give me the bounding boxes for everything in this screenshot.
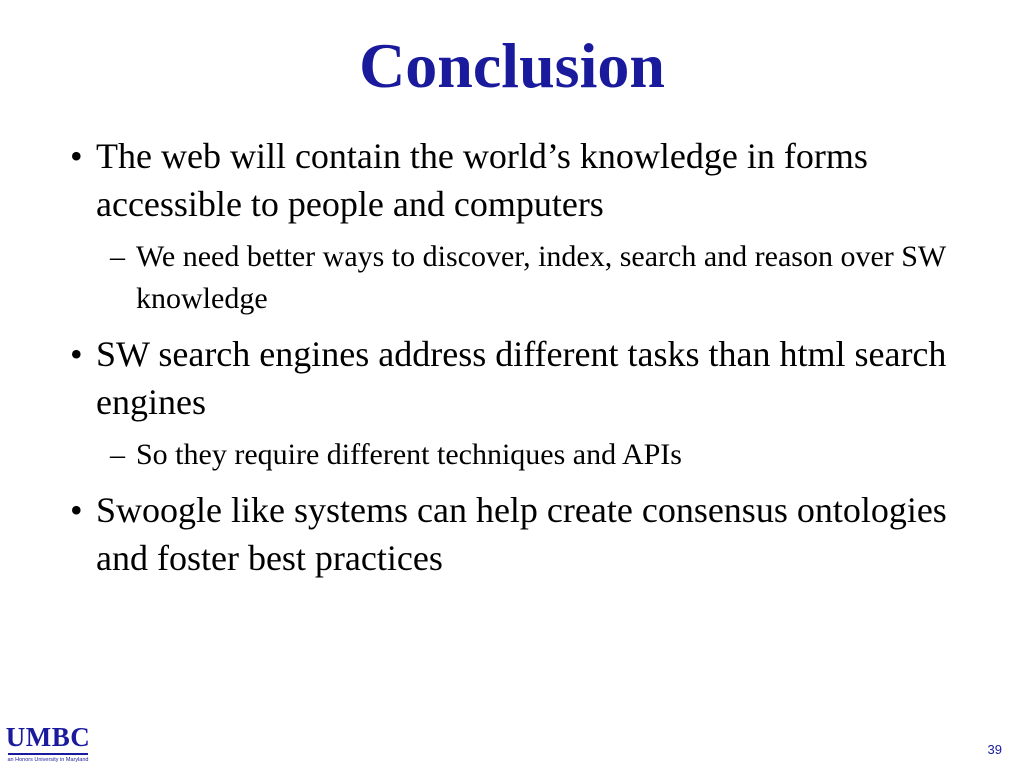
bullet-icon: • [70,490,83,530]
sub-bullet-item [70,236,970,320]
bullet-icon: • [70,136,83,176]
logo-divider [8,753,88,755]
dash-icon: – [110,438,125,471]
logo-text: UMBC [5,722,91,752]
bullet-icon: • [70,334,83,374]
dash-icon: – [110,240,125,273]
slide-title: Conclusion [359,30,665,101]
bullet-text: Swoogle like systems can help create consensus ontologies and foster best practices [96,490,947,578]
umbc-logo [4,722,92,764]
bullet-text: SW search engines address different tasks than html search engines [96,334,947,422]
sub-bullet-item [70,434,970,476]
sub-bullet-text: So they require different techniques and APIs [136,438,682,471]
slide-content [70,132,970,590]
bullet-item [70,132,970,228]
page-number: 39 [987,742,1002,757]
bullet-item [70,330,970,426]
bullet-item [70,486,970,582]
bullet-text: The web will contain the world’s knowledge in forms accessible to people and computers [96,136,868,224]
sub-bullet-text: We need better ways to discover, index, search and reason over SW knowledge [136,240,946,315]
logo-tagline: an Honors University in Maryland [7,757,89,763]
